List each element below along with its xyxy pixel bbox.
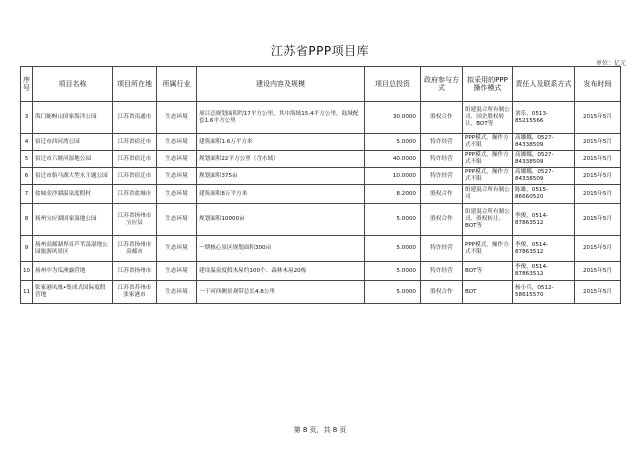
cell-name: 海门蛎岈山国家海洋公园 — [33, 102, 113, 134]
header-contact: 责任人及联系方式 — [513, 67, 575, 102]
cell-contact: 李俊，0514-87863512 — [513, 262, 575, 281]
cell-date: 2015年5月 — [575, 236, 621, 262]
cell-no: 7 — [21, 185, 33, 204]
cell-ppp-mode: PPP模式，操作方式不限 — [463, 236, 513, 262]
table-row — [21, 134, 621, 151]
cell-gov-mode: 股权合作 — [421, 102, 463, 134]
header-industry: 所属行业 — [157, 67, 197, 102]
cell-name: 张家港凤凰•集成式国际度假营地 — [33, 281, 113, 304]
cell-ppp-mode: BOT — [463, 281, 513, 304]
cell-content: 一干河西侧景观带总长4.8公里 — [197, 281, 365, 304]
cell-contact: 李俊，0514-87863512 — [513, 236, 575, 262]
cell-industry: 生态环境 — [157, 185, 197, 204]
cell-investment: 8.2000 — [365, 185, 421, 204]
cell-ppp-mode: 组建混合所有制公司、股权转让、BOT等 — [463, 204, 513, 236]
cell-investment: 40.0000 — [365, 151, 421, 168]
cell-contact: 高娜娜，0527-84338509 — [513, 168, 575, 185]
table-row — [21, 204, 621, 236]
table-row — [21, 281, 621, 304]
cell-name: 扬州中为瓜洲露营地 — [33, 262, 113, 281]
cell-gov-mode: 特许经营 — [421, 168, 463, 185]
cell-contact: 高娜娜，0527-84338509 — [513, 151, 575, 168]
header-date: 发布时间 — [575, 67, 621, 102]
header-name: 项目名称 — [33, 67, 113, 102]
cell-industry: 生态环境 — [157, 151, 197, 168]
cell-investment: 10.0000 — [365, 168, 421, 185]
cell-contact: 陈雄，0515-86660520 — [513, 185, 575, 204]
cell-industry: 生态环境 — [157, 168, 197, 185]
cell-no: 3 — [21, 102, 33, 134]
cell-no: 6 — [21, 168, 33, 185]
cell-ppp-mode: BOT等 — [463, 262, 513, 281]
cell-location: 江苏省宿迁市 — [113, 134, 157, 151]
cell-ppp-mode: 组建混合所有制公司 — [463, 185, 513, 204]
cell-industry: 生态环境 — [157, 134, 197, 151]
ppp-project-table — [20, 66, 621, 304]
cell-name: 宿迁市西河湾公园 — [33, 134, 113, 151]
cell-location: 江苏省宿迁市 — [113, 168, 157, 185]
cell-location: 江苏省盐城市 — [113, 185, 157, 204]
cell-date: 2015年5月 — [575, 185, 621, 204]
cell-industry: 生态环境 — [157, 236, 197, 262]
cell-content: 建筑面积1.6万平方米 — [197, 134, 365, 151]
table-row — [21, 185, 621, 204]
cell-investment: 5.0000 — [365, 204, 421, 236]
cell-contact: 李俊，0514-87863512 — [513, 204, 575, 236]
header-gov-mode: 政府参与方式 — [421, 67, 463, 102]
cell-name: 扬州高邮湖界首芦苇荡湿地公园旅游风景区 — [33, 236, 113, 262]
cell-location: 江苏省南通市 — [113, 102, 157, 134]
cell-location: 江苏省扬州市高邮市 — [113, 236, 157, 262]
cell-location: 江苏省扬州市 — [113, 262, 157, 281]
cell-name: 宿迁市骆马湖大型水主题公园 — [33, 168, 113, 185]
cell-investment: 5.0000 — [365, 134, 421, 151]
cell-contact: 刘乐，0513-85215566 — [513, 102, 575, 134]
cell-gov-mode: 股权合作 — [421, 204, 463, 236]
cell-investment: 30.0000 — [365, 102, 421, 134]
cell-gov-mode: 特许经营 — [421, 134, 463, 151]
cell-no: 10 — [21, 262, 33, 281]
cell-date: 2015年5月 — [575, 134, 621, 151]
cell-ppp-mode: PPP模式，操作方式不限 — [463, 168, 513, 185]
cell-location: 江苏省苏州市张家港市 — [113, 281, 157, 304]
cell-date: 2015年5月 — [575, 281, 621, 304]
cell-gov-mode: 特许经营 — [421, 151, 463, 168]
table-row — [21, 168, 621, 185]
cell-content: 规划面积375亩 — [197, 168, 365, 185]
cell-industry: 生态环境 — [157, 102, 197, 134]
cell-industry: 生态环境 — [157, 204, 197, 236]
cell-ppp-mode: 组建混合所有制公司、国企股权转让，BOT等 — [463, 102, 513, 134]
table-row — [21, 236, 621, 262]
cell-location: 江苏省宿迁市 — [113, 151, 157, 168]
unit-label: 单位：亿元 — [595, 60, 626, 67]
cell-content: 规划面积22平方公里（含水域） — [197, 151, 365, 168]
table-row — [21, 151, 621, 168]
cell-investment: 5.0000 — [365, 262, 421, 281]
cell-ppp-mode: PPP模式，操作方式不限 — [463, 134, 513, 151]
cell-ppp-mode: PPP模式，操作方式不限 — [463, 151, 513, 168]
cell-no: 11 — [21, 281, 33, 304]
cell-investment: 5.0000 — [365, 281, 421, 304]
cell-location: 江苏省扬州市宝应县 — [113, 204, 157, 236]
cell-contact: 杨小兵，0512-58615570 — [513, 281, 575, 304]
cell-name: 宿迁市六塘河湿地公园 — [33, 151, 113, 168]
cell-no: 4 — [21, 134, 33, 151]
cell-content: 项目总规划面积约17平方公里，其中海域15.4平方公里，陆域配套1.6平方公里 — [197, 102, 365, 134]
page-footer: 第 8 页，共 8 页 — [293, 426, 347, 434]
header-no: 序号 — [21, 67, 33, 102]
table-row — [21, 102, 621, 134]
cell-date: 2015年5月 — [575, 262, 621, 281]
cell-date: 2015年5月 — [575, 151, 621, 168]
cell-gov-mode: 股权合作 — [421, 185, 463, 204]
cell-date: 2015年5月 — [575, 168, 621, 185]
cell-name: 盐城金沙湖温泉度假村 — [33, 185, 113, 204]
cell-industry: 生态环境 — [157, 281, 197, 304]
cell-no: 8 — [21, 204, 33, 236]
cell-gov-mode: 特许经营 — [421, 236, 463, 262]
header-row — [21, 67, 621, 102]
cell-gov-mode: 特许经营 — [421, 262, 463, 281]
header-investment: 项目总投资 — [365, 67, 421, 102]
header-ppp-mode: 拟采用的PPP操作模式 — [463, 67, 513, 102]
cell-content: 一期核心景区规划面积300亩 — [197, 236, 365, 262]
cell-contact: 高娜娜，0527-84338509 — [513, 134, 575, 151]
cell-investment: 5.0000 — [365, 236, 421, 262]
cell-name: 扬州宝应湖国家湿地公园 — [33, 204, 113, 236]
cell-industry: 生态环境 — [157, 262, 197, 281]
cell-no: 5 — [21, 151, 33, 168]
cell-content: 建筑面积8万平方米 — [197, 185, 365, 204]
cell-gov-mode: 股权合作 — [421, 281, 463, 304]
cell-no: 9 — [21, 236, 33, 262]
table-row — [21, 262, 621, 281]
cell-date: 2015年5月 — [575, 102, 621, 134]
cell-content: 规划面积10000亩 — [197, 204, 365, 236]
header-location: 项目所在地 — [113, 67, 157, 102]
header-content: 建设内容及规模 — [197, 67, 365, 102]
cell-date: 2015年5月 — [575, 204, 621, 236]
document-title: 江苏省PPP项目库 — [270, 44, 370, 58]
cell-content: 建设温泉度假木屋约100个、森林木屋20栋 — [197, 262, 365, 281]
